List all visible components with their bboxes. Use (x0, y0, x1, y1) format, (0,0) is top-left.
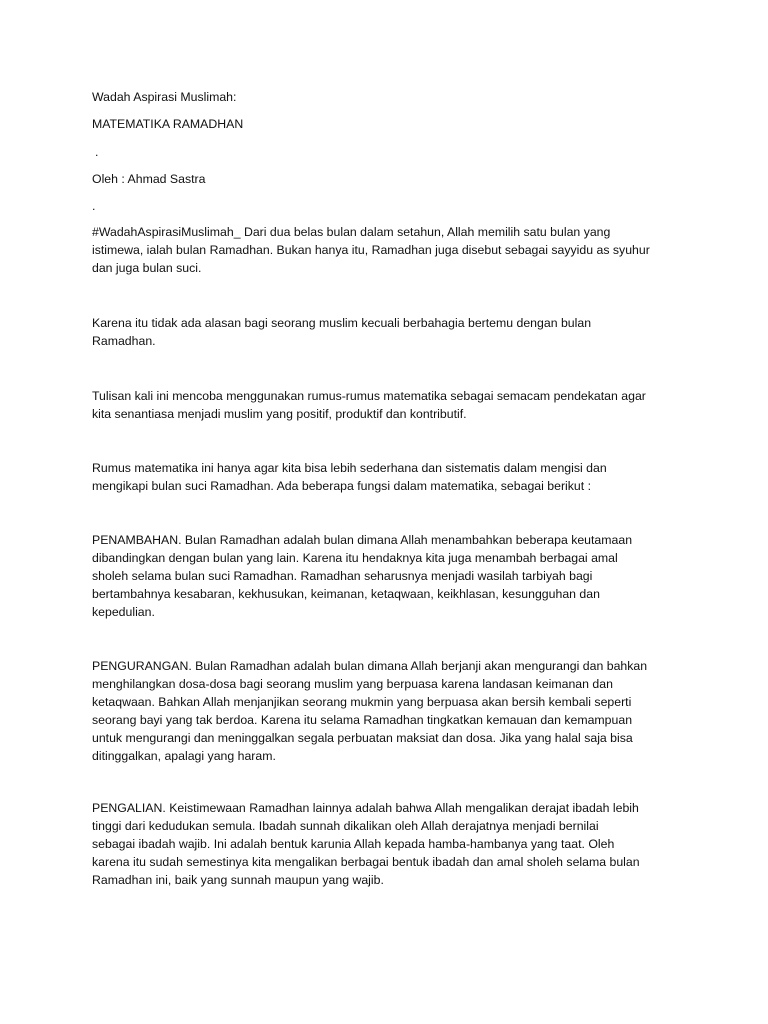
separator-dot: . (92, 199, 96, 213)
author-line: Oleh : Ahmad Sastra (92, 172, 206, 186)
paragraph-functions (92, 459, 682, 495)
paragraph-line: Karena itu tidak ada alasan bagi seorang muslim kecuali berbahagia bertemu dengan bulan (92, 316, 592, 330)
paragraph-intro (92, 223, 682, 277)
paragraph-pengurangan (92, 657, 682, 765)
paragraph-line: menghilangkan dosa-dosa bagi seorang muslim yang berpuasa karena landasan keimanan dan (92, 677, 613, 691)
paragraph-line: PENAMBAHAN. Bulan Ramadhan adalah bulan dimana Allah menambahkan beberapa keutamaan (92, 533, 633, 547)
paragraph-pengalian (92, 799, 682, 889)
paragraph-line: bertambahnya kesabaran, kekhusukan, keimanan, ketaqwaan, keikhlasan, kesungguhan dan (92, 587, 600, 601)
separator-dot: . (95, 145, 99, 159)
paragraph-line: dan juga bulan suci. (92, 261, 202, 275)
paragraph-line: sholeh selama bulan suci Ramadhan. Ramadhan seharusnya menjadi wasilah tarbiyah bagi (92, 569, 593, 583)
paragraph-line: Rumus matematika ini hanya agar kita bisa lebih sederhana dan sistematis dalam mengisi dan (92, 461, 607, 475)
paragraph-line: ketaqwaan. Bahkan Allah menjanjikan seorang mukmin yang berpuasa akan bersih kembali seperti (92, 695, 632, 709)
paragraph-line: Ramadhan. (92, 334, 156, 348)
paragraph-line: Tulisan kali ini mencoba menggunakan rumus-rumus matematika sebagai semacam pendekatan agar (92, 389, 646, 403)
paragraph-line: ditinggalkan, apalagi yang haram. (92, 749, 276, 763)
paragraph-line: tinggi dari kedudukan semula. Ibadah sunnah dikalikan oleh Allah derajatnya menjadi bernilai (92, 819, 599, 833)
paragraph-line: mengikapi bulan suci Ramadhan. Ada beberapa fungsi dalam matematika, sebagai berikut : (92, 479, 592, 493)
paragraph-line: PENGURANGAN. Bulan Ramadhan adalah bulan dimana Allah berjanji akan mengurangi dan bahkan (92, 659, 648, 673)
paragraph-line: kita senantiasa menjadi muslim yang positif, produktif dan kontributif. (92, 407, 467, 421)
paragraph-line: untuk mengurangi dan meninggalkan segala perbuatan maksiat dan dosa. Jika yang halal saja bisa (92, 731, 633, 745)
paragraph-line: PENGALIAN. Keistimewaan Ramadhan lainnya adalah bahwa Allah mengalikan derajat ibadah lebih (92, 801, 639, 815)
paragraph-line: istimewa, ialah bulan Ramadhan. Bukan hanya itu, Ramadhan juga disebut sebagai sayyidu as syuhur (92, 243, 650, 257)
paragraph-line: sebagai ibadah wajib. Ini adalah bentuk karunia Allah kepada hamba-hambanya yang taat. Oleh (92, 837, 615, 851)
paragraph-purpose (92, 387, 682, 423)
paragraph-line: karena itu sudah semestinya kita mengalikan berbagai bentuk ibadah dan amal sholeh selama bulan (92, 855, 640, 869)
paragraph-line: Ramadhan ini, baik yang sunnah maupun yang wajib. (92, 873, 384, 887)
paragraph-line: kepedulian. (92, 605, 155, 619)
paragraph-line: dibandingkan dengan bulan yang lain. Karena itu hendaknya kita juga menambah berbagai amal (92, 551, 618, 565)
paragraph-line: #WadahAspirasiMuslimah_ Dari dua belas bulan dalam setahun, Allah memilih satu bulan yang (92, 225, 611, 239)
paragraph-penambahan (92, 531, 682, 621)
article-title: MATEMATIKA RAMADHAN (92, 117, 244, 131)
column-title: Wadah Aspirasi Muslimah: (92, 90, 237, 104)
paragraph-line: seorang bayi yang tak berdoa. Karena itu selama Ramadhan tingkatkan kemauan dan kemampuan (92, 713, 633, 727)
paragraph-reason (92, 314, 682, 350)
